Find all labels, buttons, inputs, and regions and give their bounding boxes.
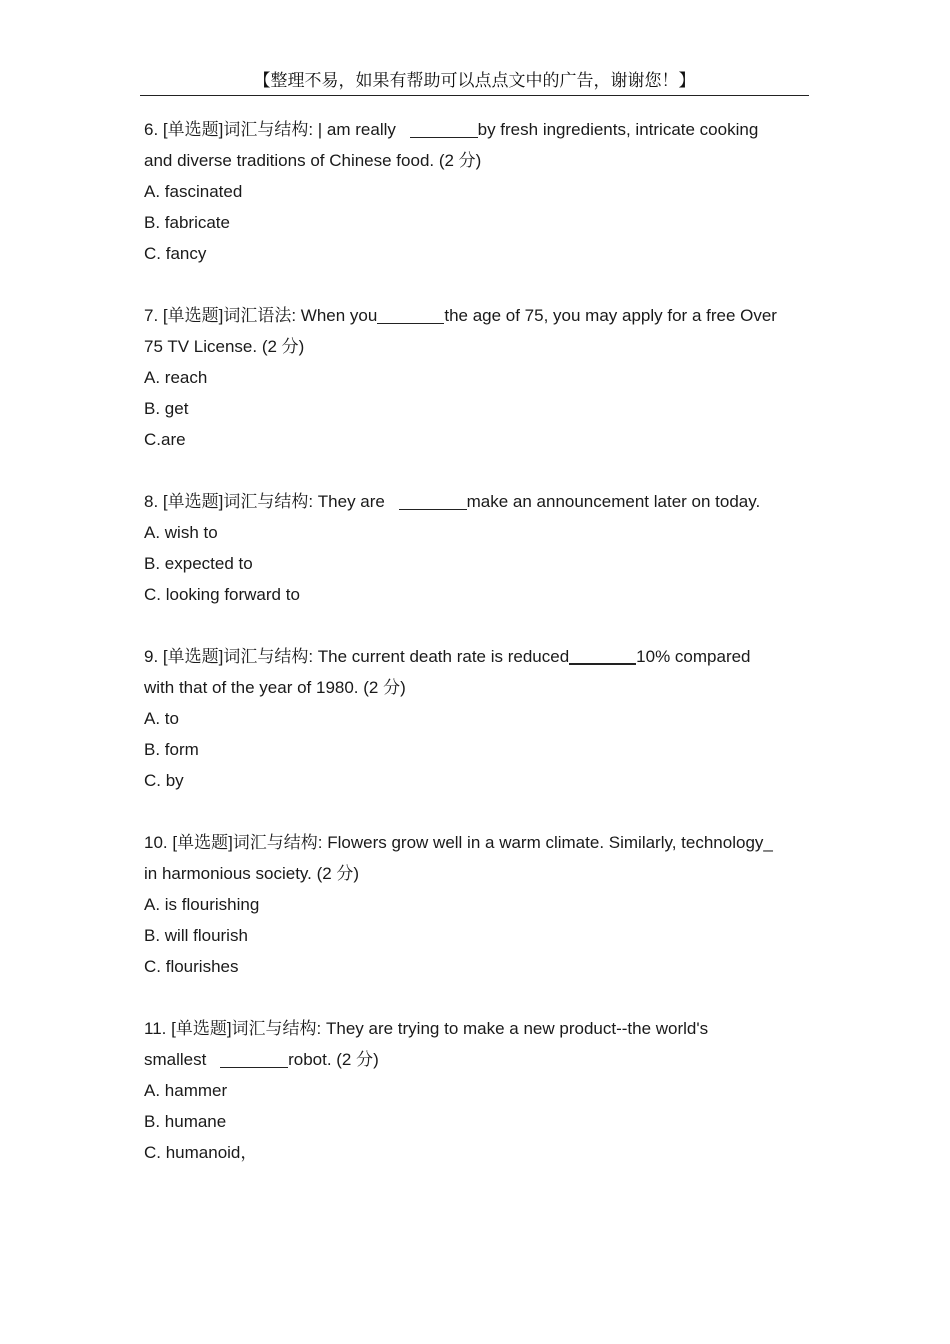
option-c: C. humanoid，	[144, 1143, 258, 1162]
question-6	[144, 114, 814, 269]
question-text-continued: in harmonious society. (2 分)	[144, 864, 360, 883]
option-a: A. to	[144, 709, 179, 728]
question-8	[144, 486, 814, 610]
option-b: B. fabricate	[144, 213, 230, 232]
question-text-part: 10% compared	[636, 647, 751, 666]
header-rule	[140, 95, 809, 96]
question-text	[144, 641, 814, 672]
option-c: C. flourishes	[144, 957, 239, 976]
option-b: B. expected to	[144, 554, 253, 573]
question-text: 10. [单选题]词汇与结构: Flowers grow well in a warm climate. Similarly, technology_	[144, 833, 773, 852]
question-10	[144, 827, 814, 982]
question-text-part: 6. [单选题]词汇与结构: | am really	[144, 120, 401, 139]
option-c: C. fancy	[144, 244, 207, 263]
question-text	[144, 486, 814, 517]
question-text-part: 7. [单选题]词汇语法: When you	[144, 306, 378, 325]
option-b: B. humane	[144, 1112, 227, 1131]
answer-blank	[220, 1049, 288, 1068]
option-a: A. reach	[144, 368, 208, 387]
option-a: A. fascinated	[144, 182, 243, 201]
question-text	[144, 300, 814, 331]
answer-blank	[569, 645, 636, 665]
option-a: A. hammer	[144, 1081, 228, 1100]
question-7	[144, 300, 814, 455]
question-text	[144, 114, 814, 145]
question-text-continued: and diverse traditions of Chinese food. (2 分)	[144, 151, 482, 170]
answer-blank	[410, 119, 478, 138]
question-text-part: by fresh ingredients, intricate cooking	[477, 120, 759, 139]
option-c: C.are	[144, 430, 186, 449]
option-c: C. looking forward to	[144, 585, 300, 604]
question-text: 11. [单选题]词汇与结构: They are trying to make a new product--the world's	[144, 1019, 709, 1038]
question-text-part: smallest	[144, 1050, 212, 1069]
option-c: C. by	[144, 771, 184, 790]
question-text-part: 9. [单选题]词汇与结构: The current death rate is reduced	[144, 647, 570, 666]
question-text-continued: 75 TV License. (2 分)	[144, 337, 305, 356]
option-a: A. wish to	[144, 523, 218, 542]
question-list	[144, 114, 814, 1199]
question-11	[144, 1013, 814, 1168]
question-text-part: robot. (2 分)	[288, 1050, 379, 1069]
option-b: B. will flourish	[144, 926, 248, 945]
page-header: 【整理不易，如果有帮助可以点点文中的广告，谢谢您！】	[253, 71, 696, 91]
answer-blank	[399, 491, 467, 510]
question-text-continued: with that of the year of 1980. (2 分)	[144, 678, 406, 697]
question-9	[144, 641, 814, 796]
answer-blank	[377, 305, 444, 324]
option-b: B. form	[144, 740, 199, 759]
question-text-continued	[144, 1044, 814, 1075]
question-text-part: make an announcement later on today.	[466, 492, 761, 511]
question-text-part: 8. [单选题]词汇与结构: They are	[144, 492, 390, 511]
option-a: A. is flourishing	[144, 895, 260, 914]
question-text-part: the age of 75, you may apply for a free Over	[444, 306, 777, 325]
option-b: B. get	[144, 399, 189, 418]
